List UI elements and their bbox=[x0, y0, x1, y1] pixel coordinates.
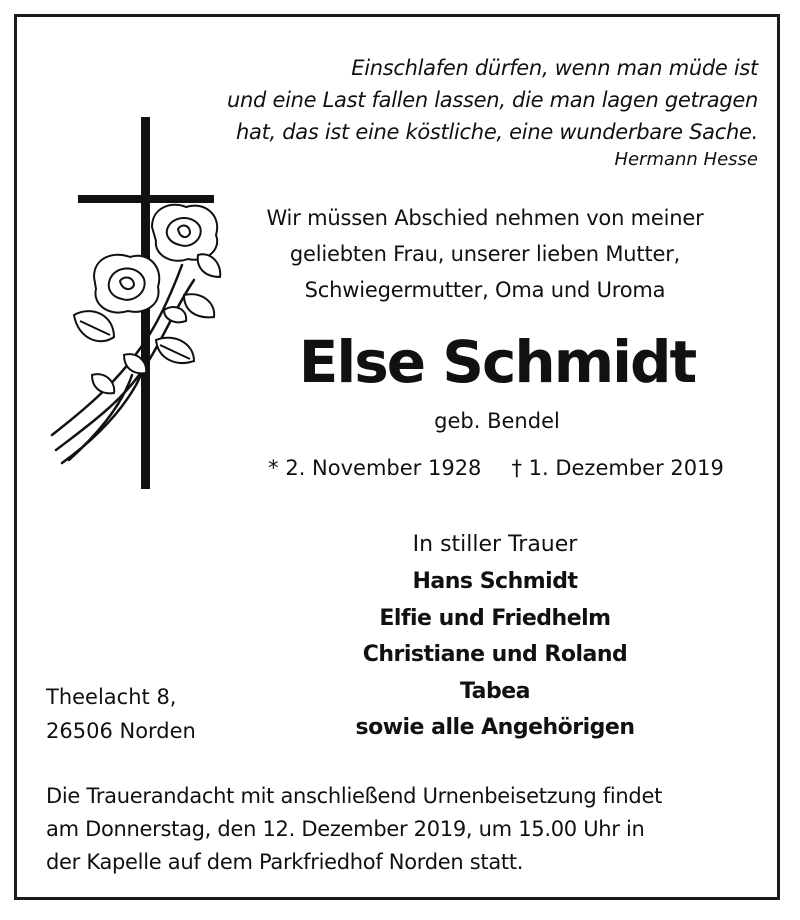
life-dates bbox=[246, 456, 746, 480]
poem-quote bbox=[198, 52, 758, 148]
birth-date: * 2. November 1928 bbox=[268, 456, 482, 480]
intro-line: geliebten Frau, unserer lieben Mutter, bbox=[289, 242, 681, 266]
mourner-name: Christiane und Roland bbox=[362, 642, 628, 667]
poem-line: hat, das ist eine köstliche, eine wunderbare Sache. bbox=[235, 120, 758, 144]
maiden-name: geb. Bendel bbox=[434, 409, 560, 433]
intro-line: Wir müssen Abschied nehmen von meiner bbox=[266, 206, 704, 230]
address-street: Theelacht 8, bbox=[46, 685, 177, 709]
farewell-intro bbox=[230, 200, 740, 308]
mourner-name: Hans Schmidt bbox=[412, 569, 578, 594]
death-date: † 1. Dezember 2019 bbox=[511, 456, 724, 480]
mourner-name: sowie alle Angehörigen bbox=[355, 715, 635, 740]
mourner-name: Tabea bbox=[459, 678, 531, 704]
poem-author: Hermann Hesse bbox=[614, 149, 758, 170]
poem-line: und eine Last fallen lassen, die man lagen getragen bbox=[227, 88, 758, 112]
intro-line: Schwiegermutter, Oma und Uroma bbox=[304, 278, 666, 302]
cross-with-roses-icon bbox=[44, 115, 224, 490]
service-line: der Kapelle auf dem Parkfriedhof Norden statt. bbox=[46, 850, 524, 874]
family-address bbox=[46, 680, 196, 748]
mourner-name: Elfie und Friedhelm bbox=[379, 605, 611, 631]
service-info bbox=[46, 780, 766, 879]
deceased-name: Else Schmidt bbox=[298, 328, 696, 396]
poem-line: Einschlafen dürfen, wenn man müde ist bbox=[351, 56, 758, 80]
service-line: Die Trauerandacht mit anschließend Urnenbeisetzung findet bbox=[46, 784, 662, 808]
mourners-list bbox=[300, 528, 690, 747]
service-line: am Donnerstag, den 12. Dezember 2019, um 15.00 Uhr in bbox=[46, 817, 645, 841]
mourning-lead: In stiller Trauer bbox=[412, 532, 578, 557]
address-city: 26506 Norden bbox=[46, 719, 196, 743]
